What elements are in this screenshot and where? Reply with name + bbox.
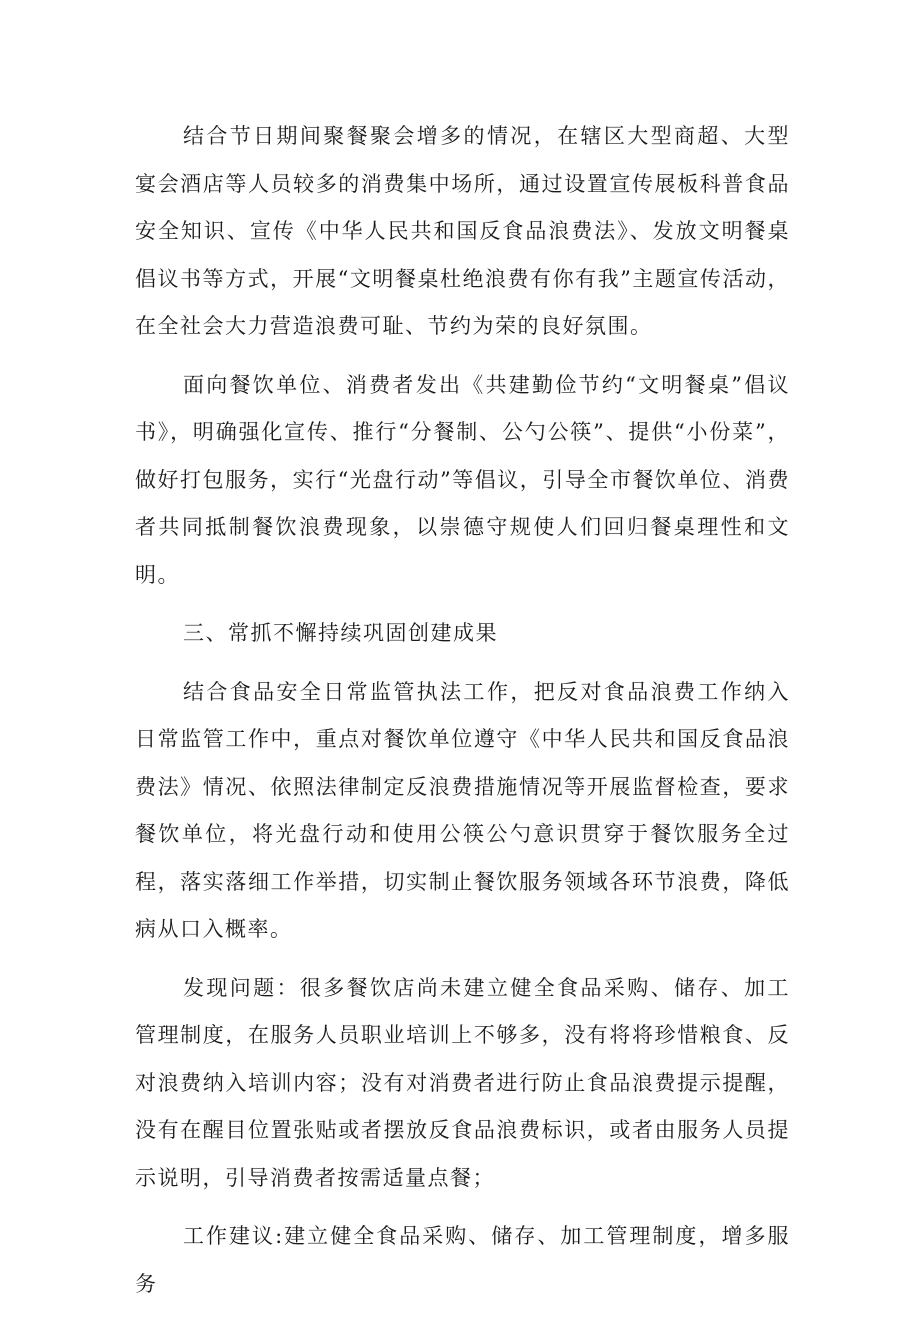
- paragraph-problems-found: 发现问题：很多餐饮店尚未建立健全食品采购、储存、加工管理制度，在服务人员职业培训上不够多，没有将将珍惜粮食、反对浪费纳入培训内容；没有对消费者进行防止食品浪费提示提醒，没有在醒目位置张贴或者摆放反食品浪费标识，或者由服务人员提示说明，引导消费者按需适量点餐；: [135, 975, 790, 1190]
- paragraph-promotion-activities: 结合节日期间聚餐聚会增多的情况，在辖区大型商超、大型宴会酒店等人员较多的消费集中场所，通过设置宣传展板科普食品安全知识、宣传《中华人民共和国反食品浪费法》、发放文明餐桌倡议书等方式，开展“文明餐桌杜绝浪费有你有我”主题宣传活动，在全社会大力营造浪费可耻、节约为荣的良好氛围。: [135, 124, 790, 338]
- section-heading-three: 三、常抓不懈持续巩固创建成果: [183, 621, 498, 645]
- paragraph-initiative-letter: 面向餐饮单位、消费者发出《共建勤俭节约“文明餐桌”倡议书》，明确强化宣传、推行“分餐制、公勺公筷”、提供“小份菜”，做好打包服务，实行“光盘行动”等倡议，引导全市餐饮单位、消费者共同抵制餐饮浪费现象，以崇德守规使人们回归餐桌理性和文明。: [135, 372, 790, 587]
- paragraph-work-suggestions: 工作建议:建立健全食品采购、储存、加工管理制度，增多服务: [135, 1224, 790, 1296]
- document-body: [135, 113, 790, 1319]
- paragraph-supervision-inspection: 结合食品安全日常监管执法工作，把反对食品浪费工作纳入日常监管工作中，重点对餐饮单位遵守《中华人民共和国反食品浪费法》情况、依照法律制定反浪费措施情况等开展监督检查，要求餐饮单位，将光盘行动和使用公筷公勺意识贯穿于餐饮服务全过程，落实落细工作举措，切实制止餐饮服务领域各环节浪费，降低病从口入概率。: [135, 679, 790, 941]
